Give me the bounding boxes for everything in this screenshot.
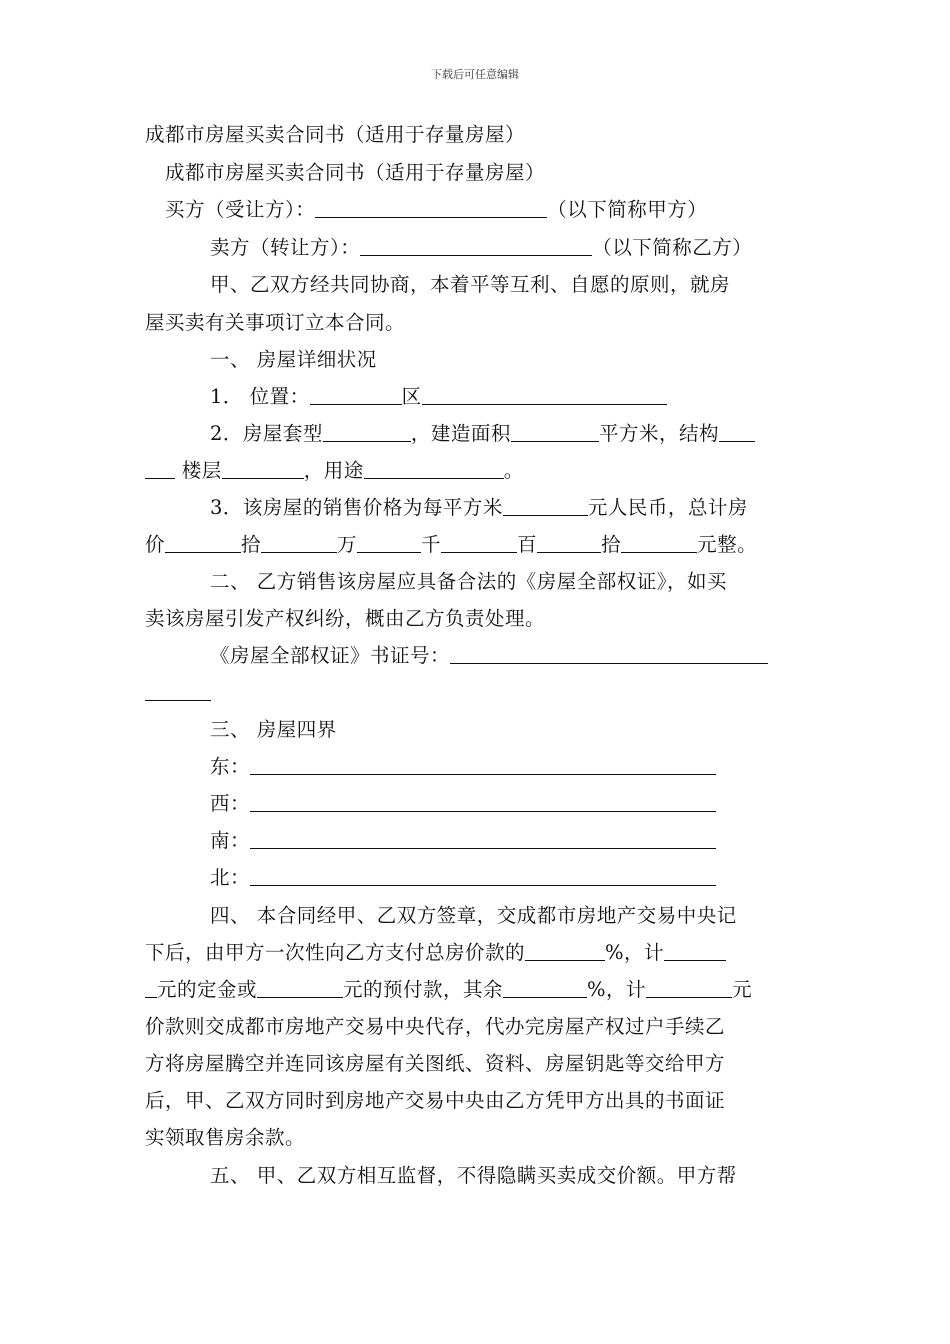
structure-blank-cont (145, 460, 175, 479)
certificate-line (210, 643, 768, 669)
amount-blank (165, 534, 241, 553)
intro-line-1: 甲、乙双方经共同协商，本着平等互利、自愿的原则，就房 (210, 273, 731, 296)
section-1-title: 一、 房屋详细状况 (210, 348, 377, 371)
remaining-amount-blank (646, 979, 732, 998)
section-4-line-4: 价款则交成都市房地产交易中央代存，代办完房屋产权过户手续乙 (145, 1015, 726, 1038)
buyer-suffix: （以下简称甲方） (547, 198, 708, 221)
yuan-label: 元 (732, 978, 753, 1001)
section-4-line-5: 方将房屋腾空并连同该房屋有关图纸、资料、房屋钥匙等交给甲方 (145, 1052, 726, 1075)
amount-blank (664, 942, 726, 961)
amount-blank (621, 534, 697, 553)
prepayment-blank (257, 979, 343, 998)
section-2-line-1: 二、 乙方销售该房屋应具备合法的《房屋全部权证》，如买 (210, 570, 727, 593)
location-blank (422, 386, 667, 405)
price-prefix: 价 (145, 533, 166, 556)
certificate-blank-cont (145, 682, 211, 701)
unit-wan: 万 (337, 533, 358, 556)
floor-line (145, 458, 524, 484)
north-blank (250, 867, 716, 886)
certificate-line-cont (145, 680, 211, 706)
price-line (210, 495, 748, 521)
seller-blank (360, 237, 592, 256)
unit-qian: 千 (421, 533, 442, 556)
floor-label: 楼层 (175, 459, 222, 482)
structure-label: 平方米，结构 (598, 422, 719, 445)
intro-line-2: 屋买卖有关事项订立本合同。 (145, 311, 406, 334)
section-4-line-1: 四、 本合同经甲、乙双方签章，交成都市房地产交易中央记 (210, 904, 737, 927)
period: 。 (503, 459, 524, 482)
district-blank (310, 386, 402, 405)
location-label: 1． 位置： (210, 385, 310, 408)
document-title: 成都市房屋买卖合同书（适用于存量房屋） (145, 123, 526, 146)
unit-shi-2: 拾 (601, 533, 622, 556)
prepayment-label: 元的预付款，其余 (343, 978, 504, 1001)
document-subtitle: 成都市房屋买卖合同书（适用于存量房屋） (165, 161, 546, 184)
section-3-title: 三、 房屋四界 (210, 718, 337, 741)
amount-blank (537, 534, 601, 553)
house-type-blank (323, 423, 411, 442)
south-line (210, 828, 716, 854)
section-4-line-6: 后，甲、乙双方同时到房地产交易中央由乙方凭甲方出具的书面证 (145, 1089, 726, 1112)
west-line (210, 791, 716, 817)
unit-yuan: 元整。 (697, 533, 758, 556)
west-label: 西： (210, 792, 251, 815)
remaining-amount-label: %，计 (587, 978, 647, 1001)
east-line (210, 754, 716, 780)
page-header: 下载后可任意编辑 (431, 68, 519, 81)
south-blank (250, 830, 716, 849)
amount-blank (441, 534, 517, 553)
section-4-line-2 (145, 940, 726, 966)
total-price-line (145, 532, 757, 558)
unit-price-blank (503, 497, 588, 516)
house-type-label: 2．房屋套型 (210, 422, 323, 445)
east-label: 东： (210, 755, 251, 778)
section-4-line-7: 实领取售房余款。 (145, 1126, 306, 1149)
deposit-label: 元的定金或 (157, 978, 258, 1001)
section-5-line-1: 五、 甲、乙双方相互监督，不得隐瞒买卖成交价额。甲方帮 (210, 1164, 737, 1187)
amount-blank (357, 534, 421, 553)
south-label: 南： (210, 829, 251, 852)
unit-shi: 拾 (241, 533, 262, 556)
north-line (210, 865, 716, 891)
seller-label: 卖方（转让方）： (210, 236, 361, 259)
area-label: ，建造面积 (410, 422, 511, 445)
seller-line (210, 235, 752, 261)
section-2-line-2: 卖该房屋引发产权纠纷，概由乙方负责处理。 (145, 607, 546, 630)
unit-price-label: 3．该房屋的销售价格为每平方米 (210, 496, 503, 519)
payment-amount-label: %，计 (605, 941, 665, 964)
remaining-percent-blank (503, 979, 587, 998)
payment-percent-label: 下后，由甲方一次性向乙方支付总房价款的 (145, 941, 526, 964)
section-4-line-3 (145, 977, 752, 1003)
buyer-label: 买方（受让方）： (165, 198, 316, 221)
certificate-label: 《房屋全部权证》书证号： (210, 644, 451, 667)
usage-label: ，用途 (303, 459, 364, 482)
percent-blank (525, 942, 605, 961)
house-type-line (210, 421, 755, 447)
usage-blank (364, 460, 504, 479)
structure-blank (719, 423, 755, 442)
amount-blank-cont (145, 979, 157, 998)
buyer-blank (315, 199, 547, 218)
certificate-blank (450, 645, 768, 664)
total-price-label: 元人民币，总计房 (587, 496, 748, 519)
location-line (210, 384, 667, 410)
west-blank (250, 793, 716, 812)
seller-suffix: （以下简称乙方） (592, 236, 753, 259)
district-label: 区 (401, 385, 422, 408)
floor-blank (222, 460, 304, 479)
east-blank (250, 756, 716, 775)
area-blank (511, 423, 599, 442)
north-label: 北： (210, 866, 251, 889)
amount-blank (261, 534, 337, 553)
unit-bai: 百 (517, 533, 538, 556)
buyer-line (165, 197, 707, 223)
